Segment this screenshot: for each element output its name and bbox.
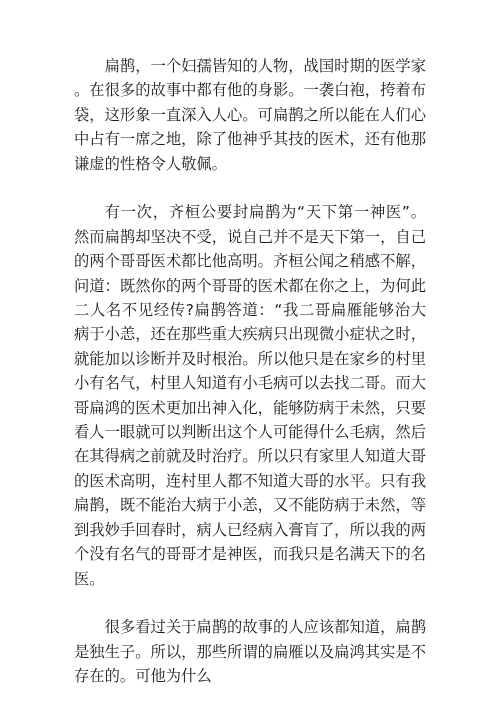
paragraph-story: 有一次，齐桓公要封扁鹊为“天下第一神医”。然而扁鹊却坚决不受，说自己并不是天下第一，自己的两个哥哥医术都比他高明。齐桓公闻之稍感不解，问道：既然你的两个哥哥的医术都在你之上，为何此二人名不见经传?扁鹊答道：“我二哥扁雁能够治大病于小恙，还在那些重大疾病只出现微小症状之时，就能加以诊断并及时根治。所以他只是在家乡的村里小有名气，村里人知道有小毛病可以去找二哥。而大哥扁鸿的医术更加出神入化，能够防病于未然，只要看人一眼就可以判断出这个人可能得什么毛病，然后在其得病之前就及时治疗。所以只有家里人知道大哥的医术高明，连村里人都不知道大哥的水平。只有我扁鹊，既不能治大病于小恙，又不能防病于未然，等到我妙手回春时，病人已经病入膏肓了，所以我的两个没有名气的哥哥才是神医，而我只是名满天下的名医。 (74, 203, 426, 588)
article-body (74, 54, 426, 713)
paragraph-commentary: 很多看过关于扁鹊的故事的人应该都知道，扁鹊是独生子。所以，那些所谓的扁雁以及扁鸿其实是不存在的。可他为什么 (74, 618, 426, 686)
paragraph-intro: 扁鹊，一个妇孺皆知的人物，战国时期的医学家。在很多的故事中都有他的身影。一袭白袍，挎着布袋，这形象一直深入人心。可扁鹊之所以能在人们心中占有一席之地，除了他神乎其技的医术，还有他那谦虚的性格令人敬佩。 (74, 57, 426, 173)
